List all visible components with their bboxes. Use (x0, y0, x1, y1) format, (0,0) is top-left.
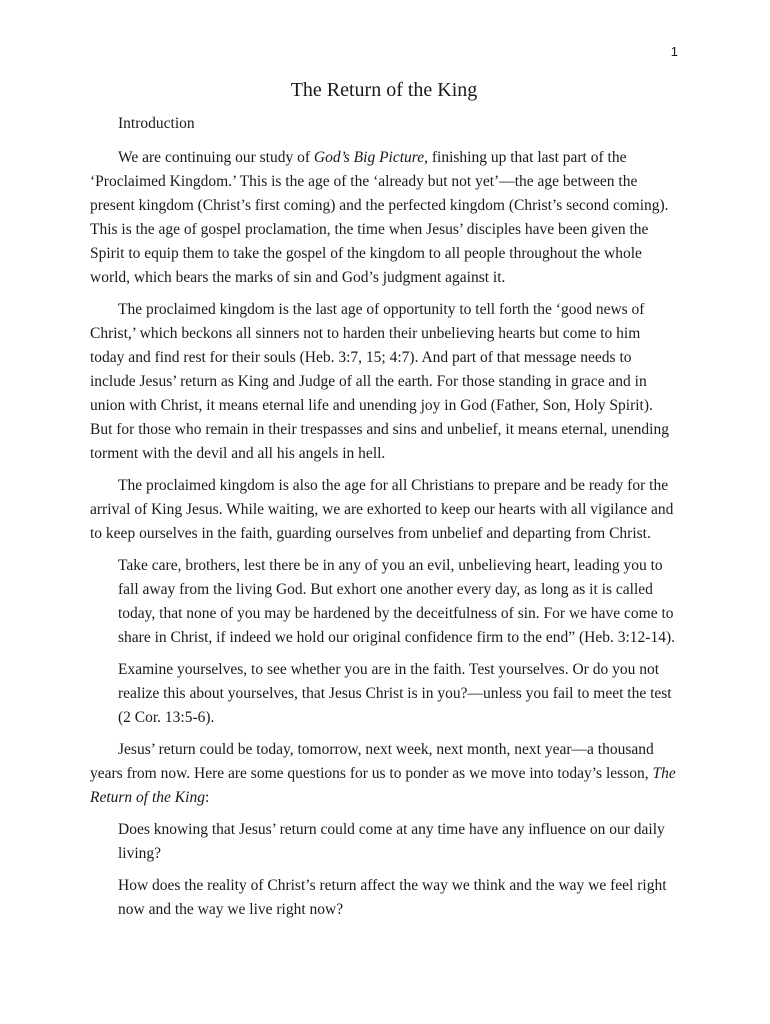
lesson-title: The Return of the King (90, 765, 676, 806)
book-title-gods-big-picture: God’s Big Picture (313, 149, 425, 166)
paragraph-2: The proclaimed kingdom is the last age of opportunity to tell forth the ‘good news of Christ,’ which beckons all sinners not to harden their unbelieving hearts but come to him today and find rest for their souls (Heb. 3:7, 15; 4:7). And part of that message needs to include Jesus’ return as King and Judge of all the earth. For those standing in grace and in union with Christ, it means eternal life and unending joy in God (Father, Son, Holy Spirit). But for those who remain in their trespasses and sins and unbelief, it means eternal, unending torment with the devil and all his angels in hell. (90, 301, 669, 462)
paragraph-1-text-start: We are continuing our study of (118, 149, 314, 166)
paragraph-1 (90, 146, 678, 290)
document-title: The Return of the King (290, 79, 478, 101)
paragraph-4-text-end: : (204, 789, 210, 806)
paragraph-3: The proclaimed kingdom is also the age for all Christians to prepare and be ready for the arrival of King Jesus. While waiting, we are exhorted to keep our hearts with all vigilance and to keep ourselves in the faith, guarding ourselves from unbelief and departing from Christ. (90, 477, 674, 542)
paragraph-4 (90, 738, 678, 810)
section-heading-introduction: Introduction (118, 115, 195, 132)
question-2: How does the reality of Christ’s return affect the way we think and the way we feel right now and the way we live right now? (118, 877, 667, 918)
block-quote-corinthians: Examine yourselves, to see whether you are in the faith. Test yourselves. Or do you not realize this about yourselves, that Jesus Christ is in you?—unless you fail to meet the test (2 Cor. 13:5-6). (118, 661, 672, 726)
question-1: Does knowing that Jesus’ return could come at any time have any influence on our daily living? (118, 821, 665, 862)
page-number: 1 (670, 44, 678, 59)
paragraph-1-text-end: , finishing up that last part of the ‘Proclaimed Kingdom.’ This is the age of the ‘already but not yet’—the age between the present kingdom (Christ’s first coming) and the perfected kingdom (Christ’s second coming). This is the age of gospel proclamation, the time when Jesus’ disciples have been given the Spirit to equip them to take the gospel of the kingdom to all people throughout the whole world, which bears the marks of sin and God’s judgment against it. (90, 149, 669, 286)
block-quote-hebrews: Take care, brothers, lest there be in any of you an evil, unbelieving heart, leading you to fall away from the living God. But exhort one another every day, as long as it is called today, that none of you may be hardened by the deceitfulness of sin. For we have come to share in Christ, if indeed we hold our original confidence firm to the end” (Heb. 3:12-14). (118, 557, 675, 646)
paragraph-4-text-start: Jesus’ return could be today, tomorrow, next week, next month, next year—a thousand years from now. Here are some questions for us to ponder as we move into today’s lesson, (90, 741, 654, 782)
